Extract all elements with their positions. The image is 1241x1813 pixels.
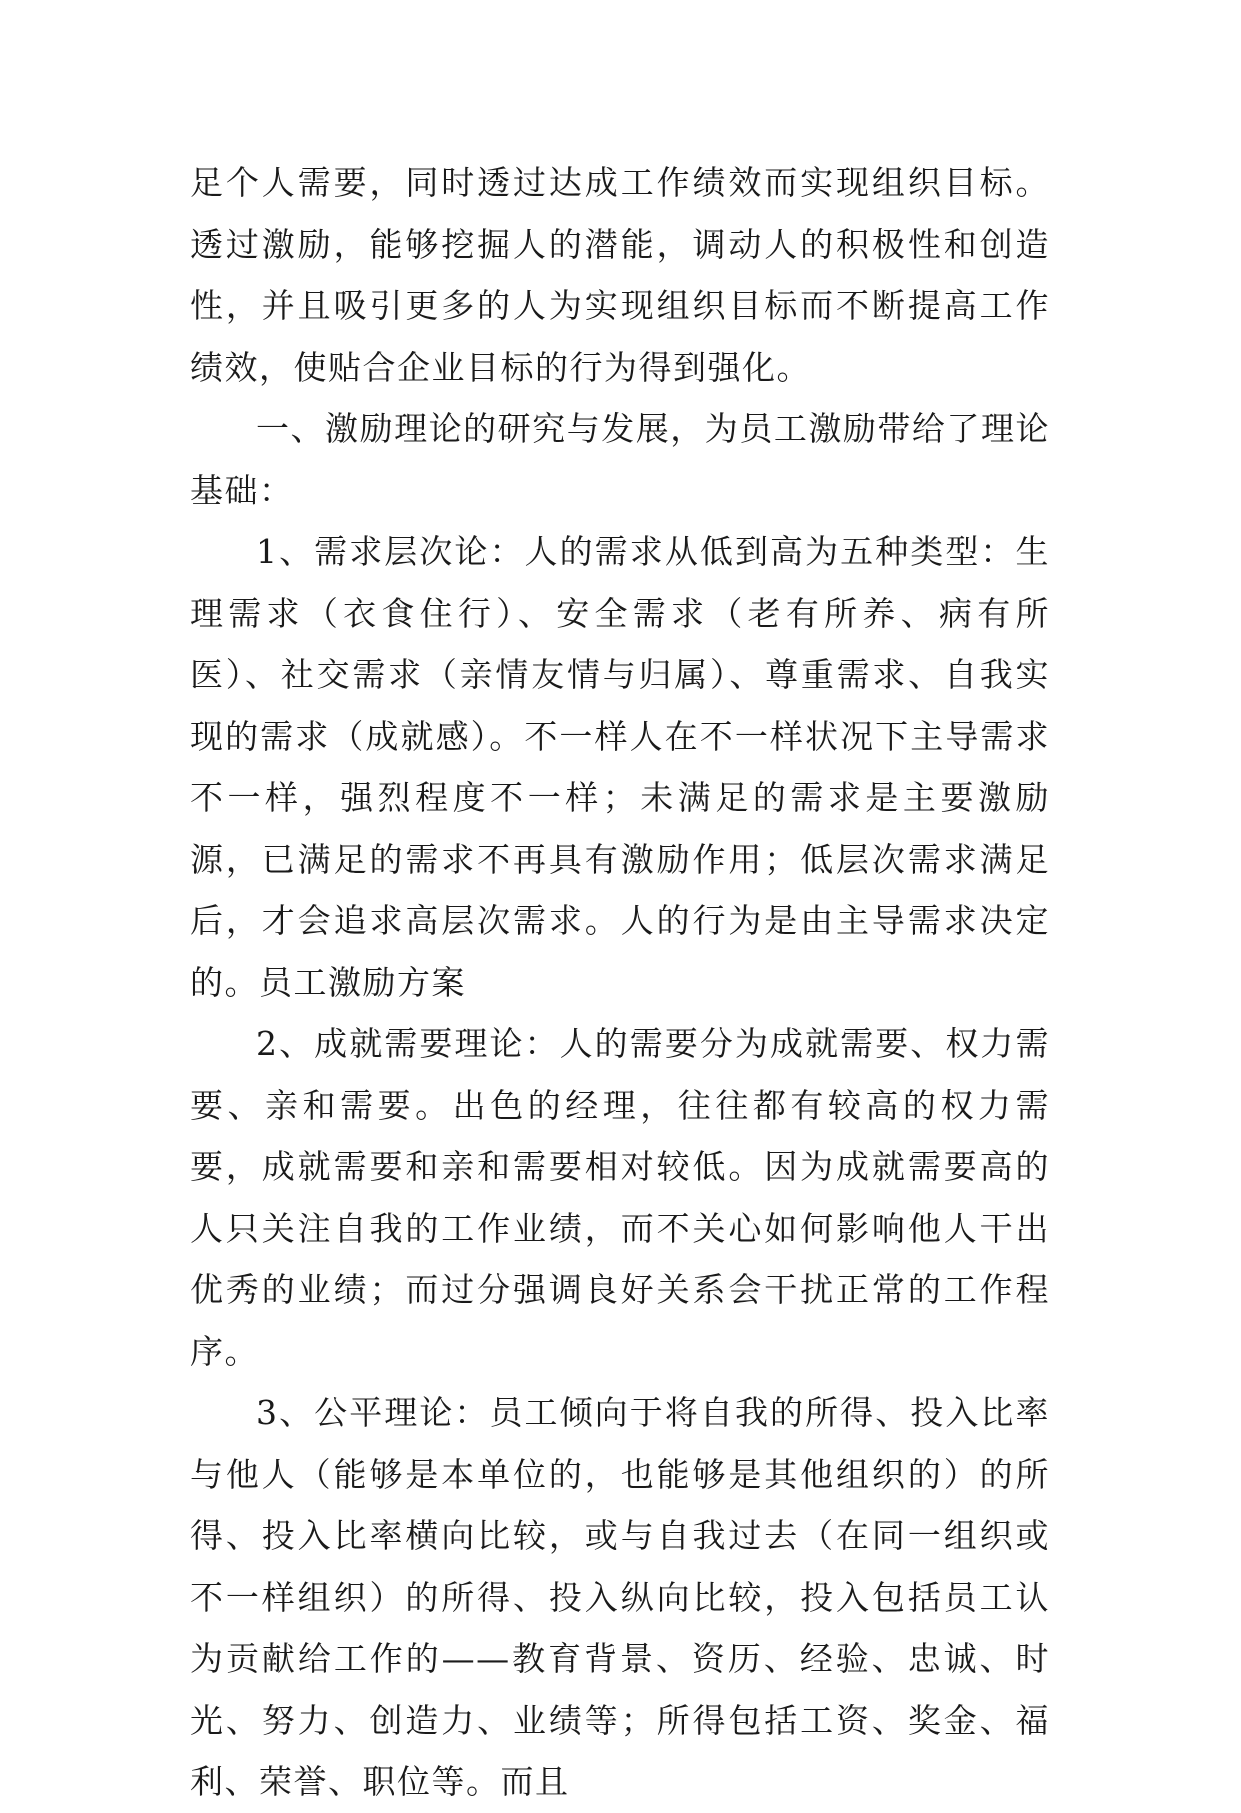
paragraph-achievement-need: 2、成就需要理论：人的需要分为成就需要、权力需要、亲和需要。出色的经理，往往都有较高的权力需要，成就需要和亲和需要相对较低。因为成就需要高的人只关注自我的工作业绩，而不关心如何影响他人干出优秀的业绩；而过分强调良好关系会干扰正常的工作程序。 [190,1024,1050,1371]
paragraph-equity-theory: 3、公平理论：员工倾向于将自我的所得、投入比率与他人（能够是本单位的，也能够是其他组织的）的所得、投入比率横向比较，或与自我过去（在同一组织或不一样组织）的所得、投入纵向比较，投入包括员工认为贡献给工作的——教育背景、资历、经验、忠诚、时光、努力、创造力、业绩等；所得包括工资、奖金、福利、荣誉、职位等。而且 [190,1393,1050,1801]
paragraph-need-hierarchy: 1、需求层次论：人的需求从低到高为五种类型：生理需求（衣食住行）、安全需求（老有所养、病有所医）、社交需求（亲情友情与归属）、尊重需求、自我实现的需求（成就感）。不一样人在不一样状况下主导需求不一样，强烈程度不一样；未满足的需求是主要激励源，已满足的需求不再具有激励作用；低层次需求满足后，才会追求高层次需求。人的行为是由主导需求决定的。员工激励方案 [190,532,1050,1002]
document-body [190,152,1050,1813]
paragraph-section-heading: 一、激励理论的研究与发展，为员工激励带给了理论基础： [190,409,1050,510]
paragraph-continuation: 足个人需要，同时透过达成工作绩效而实现组织目标。透过激励，能够挖掘人的潜能，调动人的积极性和创造性，并且吸引更多的人为实现组织目标而不断提高工作绩效，使贴合企业目标的行为得到强化。 [190,163,1050,387]
